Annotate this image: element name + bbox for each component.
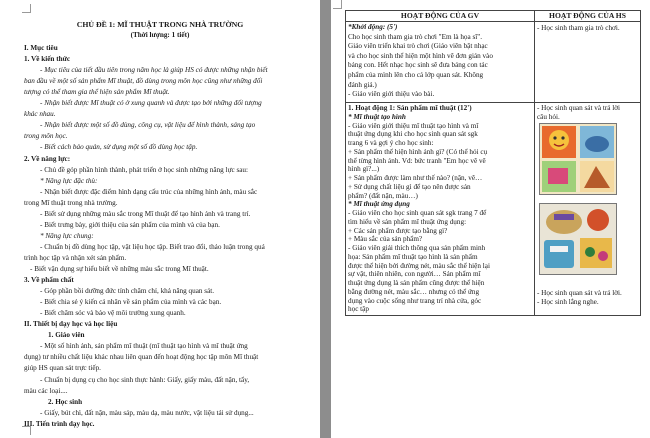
row2-gv-line: 1. Hoạt động 1: Sản phẩm mĩ thuật (12'): [348, 104, 472, 112]
row1-gv-line: Cho học sinh tham gia trò chơi "Em là họa sĩ".: [348, 32, 483, 41]
row1-gv-line: *Khởi động: (5'): [348, 23, 398, 31]
left-text-line: - Chuẩn bị đồ dùng học tập, vật liệu học tập. Biết trao đổi, thảo luận trong quá: [40, 242, 265, 251]
row1-hs-cell: [534, 22, 640, 103]
row2-gv-line: + Các sản phẩm được tạo bằng gì?: [348, 226, 448, 235]
row2-gv-line: tìm hiểu về sản phẩm mĩ thuật ứng dụng:: [348, 217, 467, 226]
row1-gv-line: bảng con. Hết nhạc học sinh sẽ đưa bảng con tác: [348, 61, 488, 70]
left-text-line: tượng có thể tham gia thể hiện sản phẩm Mĩ thuật.: [24, 88, 170, 97]
row2-gv-line: - Giáo viên giới thiệu mĩ thuật tạo hình và mĩ: [348, 121, 479, 130]
lesson-duration: (Thời lượng: 1 tiết): [130, 31, 190, 39]
row2-gv-line: học tập: [348, 305, 369, 314]
left-text-line: màu các loại....: [24, 386, 68, 395]
row1-gv-cell: [346, 22, 535, 103]
left-text-line: - Chủ đề góp phần hình thành, phát triển ở học sinh những năng lực sau:: [40, 165, 249, 174]
row2-hs-cell: [534, 103, 640, 316]
left-text-line: - Nhận biết được Mĩ thuật có ở xung quanh và được tạo bởi những đối tượng: [40, 99, 262, 108]
left-text-line: - Góp phần bồi dưỡng đức tính chăm chỉ, khả năng quan sát.: [40, 287, 215, 296]
left-text-line: dụng) tư nhiều chất liệu khác nhau liên quan đến hoạt động học tập môn Mĩ thuật: [24, 353, 259, 362]
left-text-line: III. Tiến trình dạy học.: [24, 419, 95, 428]
row2-gv-cell: [346, 103, 535, 316]
left-text-line: - Biết sử dụng những màu sắc trong Mĩ thuật để tạo hình ảnh và trang trí.: [40, 209, 251, 218]
header-hs: HOẠT ĐỘNG CỦA HS: [534, 11, 640, 22]
left-text-line: trong Mĩ thuật trong nhà trường.: [24, 198, 118, 207]
row2-gv-line: dụng vào cuộc sống như trang trí nhà cửa, góc: [348, 296, 482, 305]
left-text-line: * Năng lực đặc thù:: [40, 176, 98, 185]
left-text-line: 3. Về phẩm chất: [24, 276, 74, 285]
row1-gv-line: - Giáo viên giới thiệu vào bài.: [348, 90, 435, 99]
left-text-line: 1. Về kiến thức: [24, 55, 71, 64]
row2-gv-line: phẩm? (đất nặn, màu…): [348, 191, 418, 200]
row2-gv-line: sự vật, thiên nhiên, con người… Sản phẩm mĩ: [348, 270, 481, 279]
left-text-line: trình học tập và nhận xét sản phẩm.: [24, 253, 127, 262]
left-text-line: - Biết vận dụng sự hiểu biết về những màu sắc trong Mĩ thuật.: [30, 265, 209, 273]
row2-hs-top-line: câu hỏi.: [536, 112, 560, 121]
row2-gv-line: + Sử dụng chất liệu gì để tạo nên được sản: [348, 182, 471, 191]
row2-gv-line: hình gì?...): [348, 165, 380, 174]
left-text-line: - Nhận biết được đặc điểm hình dạng cấu trúc của những hình ảnh, màu sắc: [40, 187, 258, 196]
left-text-line: * Năng lực chung:: [40, 231, 94, 240]
crop-mark: [333, 0, 342, 9]
left-text-line: khác nhau.: [24, 110, 56, 119]
artwork-image-2: [539, 203, 617, 275]
row2-gv-line: + Màu sắc của sản phẩm?: [348, 235, 423, 244]
row2-gv-line: bằng đường nét, màu sắc… nhưng có thể ứng: [348, 287, 480, 296]
row2-gv-line: thể từng hình ảnh. Vd: bức tranh "Em học vẽ vẽ: [348, 156, 486, 165]
row2-hs-bottom-line: - Học sinh quan sát và trả lời.: [536, 289, 622, 297]
crop-mark: [22, 4, 31, 13]
left-text-line: - Nhận biết được một số đồ dùng, công cụ, vật liệu để hình thành, sáng tạo: [40, 121, 256, 130]
row1-gv-line: đánh giá.): [348, 80, 377, 89]
row2-gv-line: thuật ứng dụng khi cho học sinh quan sát sgk: [348, 130, 478, 139]
activity-table: [345, 10, 641, 316]
artwork-image-1: [539, 123, 617, 195]
left-text-line: - Mục tiêu của tiết đầu tiên trong năm học là giúp HS có được những nhận biết: [40, 66, 268, 75]
row2-gv-line: * Mĩ thuật tạo hình: [348, 112, 406, 121]
left-text-line: II. Thiết bị dạy học và học liệu: [24, 320, 118, 329]
left-text-line: I. Mục tiêu: [24, 44, 58, 52]
right-page: [331, 0, 650, 438]
row2-hs-bottom-line: - Học sinh lắng nghe.: [536, 297, 599, 306]
row1-gv-line: Giáo viên triển khai trò chơi (Giáo viên bật nhạc: [348, 42, 488, 51]
row2-gv-line: - Giáo viên cho học sinh quan sát sgk trang 7 để: [348, 209, 487, 217]
left-text-line: 2. Về năng lực:: [24, 154, 71, 163]
left-text-line: ban đầu về một số sản phẩm Mĩ thuật, đồ dùng trong môn học cũng như những đối: [24, 77, 263, 86]
lesson-title: CHỦ ĐỀ 1: MĨ THUẬT TRONG NHÀ TRƯỜNG: [76, 20, 244, 29]
left-text-line: - Chuẩn bị dụng cụ cho học sinh thực hành: Giấy, giấy màu, đất nặn, tẩy,: [40, 375, 250, 384]
left-text-line: - Biết cách bảo quản, sử dụng một số đồ dùng học tập.: [40, 143, 198, 152]
header-gv: HOẠT ĐỘNG CỦA GV: [346, 11, 535, 22]
row2-gv-line: thuật ứng dụng là sản phẩm cũng được thể hiện: [348, 279, 485, 287]
left-text-line: 1. Giáo viên: [48, 331, 85, 340]
row2-gv-line: được thể hiện bởi đường nét, màu sắc thể hiện lại: [348, 261, 490, 270]
page-gap: [320, 0, 331, 438]
left-text-line: - Biết trưng bày, giới thiệu của sản phẩm của mình và của bạn.: [40, 220, 220, 229]
row2-gv-line: trang 6 và gợi ý cho học sinh:: [348, 139, 434, 147]
left-text-line: - Giấy, bút chì, đất nặn, màu sáp, màu dạ, màu nước, vật liệu tái sử dụng...: [40, 408, 254, 417]
row2-gv-line: + Sản phẩm thể hiện hình ảnh gì? (Có thể hỏi cụ: [348, 147, 488, 156]
left-text-line: 2. Học sinh: [48, 397, 83, 406]
row1-gv-line: và cho học sinh thể hiện một hình vẽ đơn giản vào: [348, 51, 493, 60]
row2-gv-line: + Sản phẩm được làm như thế nào? (nặn, vẽ…: [348, 174, 483, 182]
row2-hs-top-line: - Học sinh quan sát và trả lời: [536, 104, 621, 112]
row2-gv-line: - Giáo viên giải thích thông qua sản phẩm minh: [348, 244, 486, 252]
row2-gv-line: * Mĩ thuật ứng dụng: [348, 200, 410, 209]
left-text-line: - Biết chia sẻ ý kiến cá nhân về sản phẩm của mình và các bạn.: [40, 298, 222, 307]
left-text-line: - Biết chăm sóc và bảo vệ môi trường xung quanh.: [40, 309, 186, 318]
left-page: [0, 0, 320, 438]
row1-gv-line: phẩm của mình lên cho cả lớp quan sát. Không: [348, 71, 484, 79]
row2-gv-line: họa: Sản phẩm mĩ thuật tạo hình là sản phẩm: [348, 252, 478, 261]
row1-hs-line: - Học sinh tham gia trò chơi.: [536, 24, 620, 32]
left-text-line: giúp HS quan sát trực tiếp.: [24, 364, 101, 373]
left-text-line: trong môn học.: [24, 132, 68, 141]
left-text-line: - Một số hình ảnh, sản phẩm mĩ thuật (mĩ thuật tạo hình và mĩ thuật ứng: [40, 342, 248, 351]
